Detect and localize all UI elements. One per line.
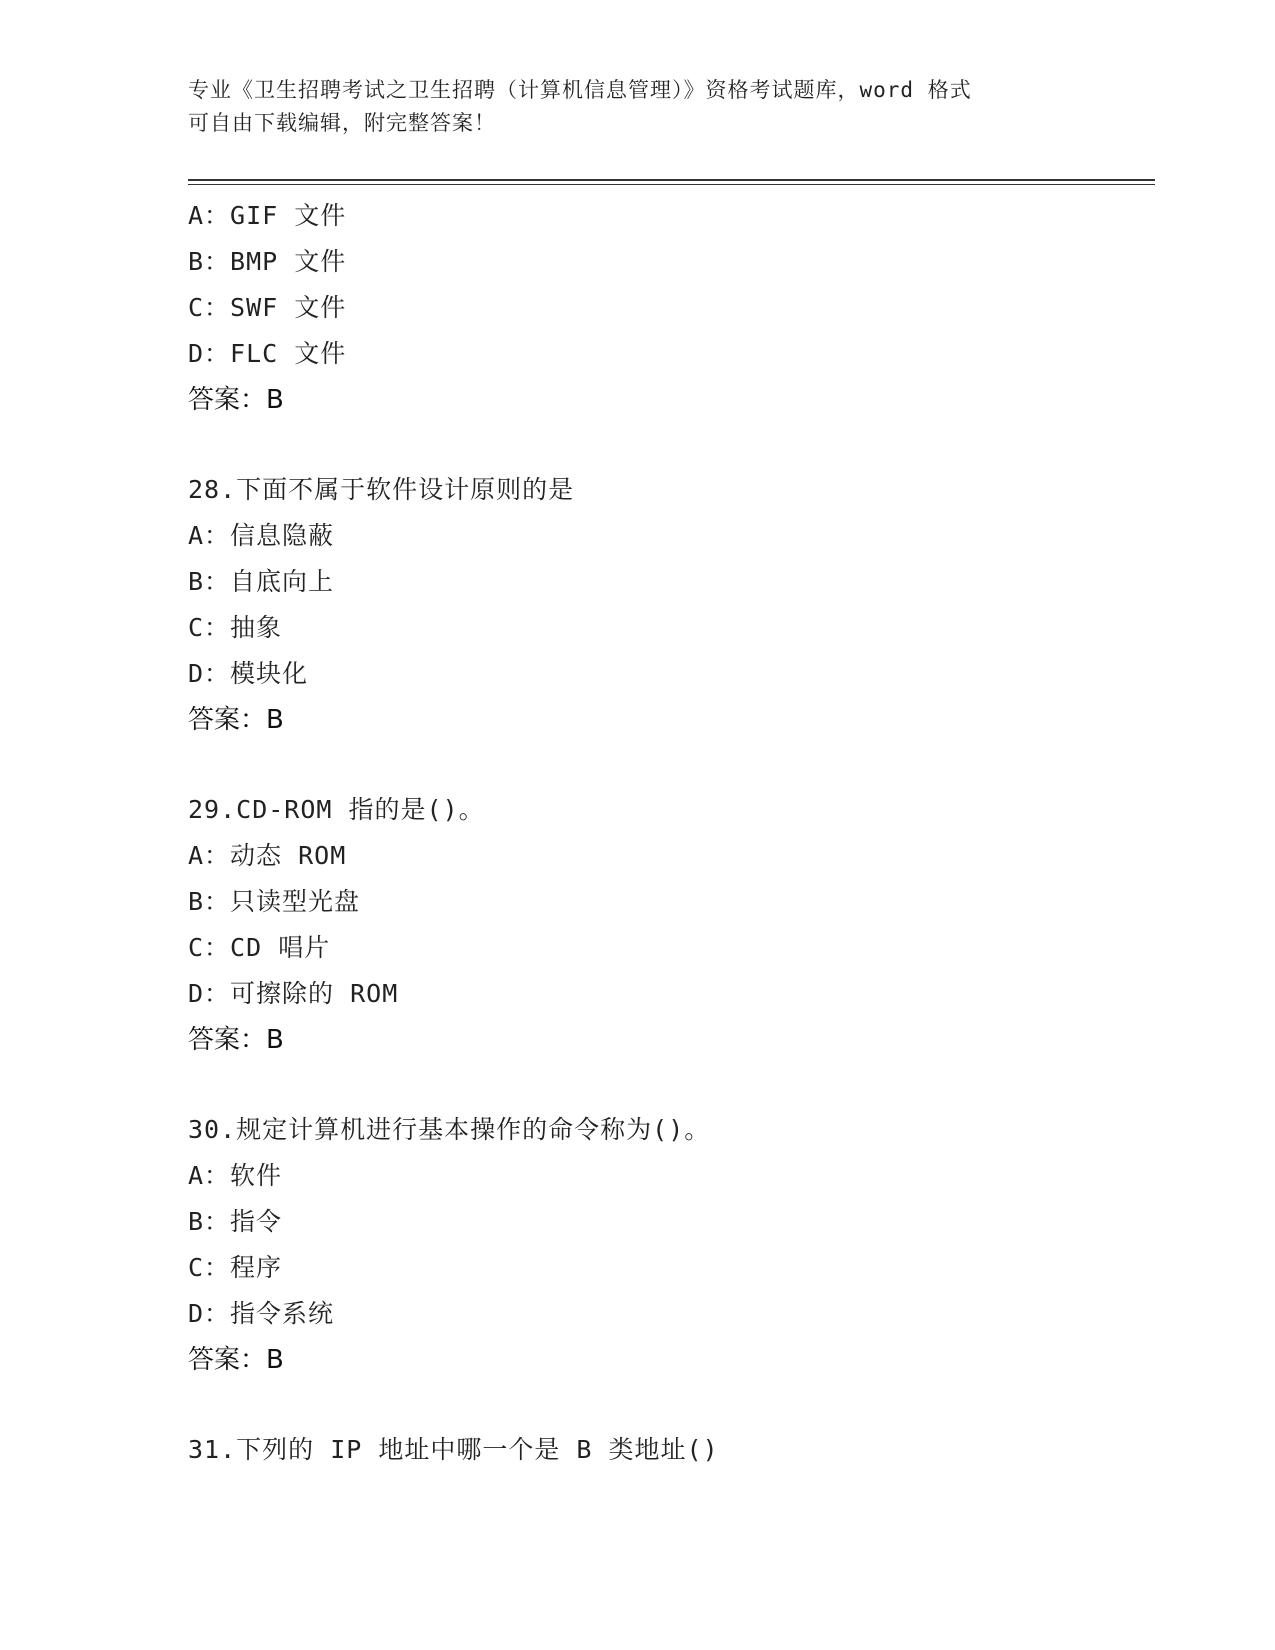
option-c: C：SWF 文件 [188, 293, 347, 322]
option-b: B：自底向上 [188, 567, 335, 596]
option-d: D：指令系统 [188, 1299, 335, 1328]
option-a: A：GIF 文件 [188, 201, 347, 230]
option-d: D：模块化 [188, 659, 309, 688]
option-c: C：抽象 [188, 613, 283, 642]
option-a: A：软件 [188, 1161, 283, 1190]
option-d: D：可擦除的 ROM [188, 979, 399, 1008]
question-title: 30.规定计算机进行基本操作的命令称为()。 [188, 1115, 711, 1144]
spacer [188, 743, 1155, 787]
spacer [188, 423, 1155, 467]
option-d: D：FLC 文件 [188, 339, 347, 368]
answer-line: 答案：B [188, 705, 284, 735]
question-title: 28.下面不属于软件设计原则的是 [188, 475, 575, 504]
spacer [188, 1383, 1155, 1427]
option-b: B：BMP 文件 [188, 247, 347, 276]
option-b: B：只读型光盘 [188, 887, 361, 916]
option-a: A：动态 ROM [188, 841, 347, 870]
option-b: B：指令 [188, 1207, 283, 1236]
spacer [188, 1063, 1155, 1107]
answer-line: 答案：B [188, 1345, 284, 1375]
header-line-1: 专业《卫生招聘考试之卫生招聘（计算机信息管理）》资格考试题库，word 格式 [188, 78, 972, 102]
question-title: 29.CD-ROM 指的是()。 [188, 795, 485, 824]
option-c: C：程序 [188, 1253, 283, 1282]
option-c: C：CD 唱片 [188, 933, 331, 962]
answer-line: 答案：B [188, 385, 284, 415]
header-divider-top [188, 179, 1155, 181]
question-title: 31.下列的 IP 地址中哪一个是 B 类地址() [188, 1435, 719, 1464]
header-line-2: 可自由下载编辑，附完整答案！ [188, 111, 496, 135]
option-a: A：信息隐蔽 [188, 521, 335, 550]
document-header [188, 74, 1088, 140]
question-list [188, 193, 1155, 1473]
header-divider-bottom [188, 184, 1155, 185]
answer-line: 答案：B [188, 1025, 284, 1055]
